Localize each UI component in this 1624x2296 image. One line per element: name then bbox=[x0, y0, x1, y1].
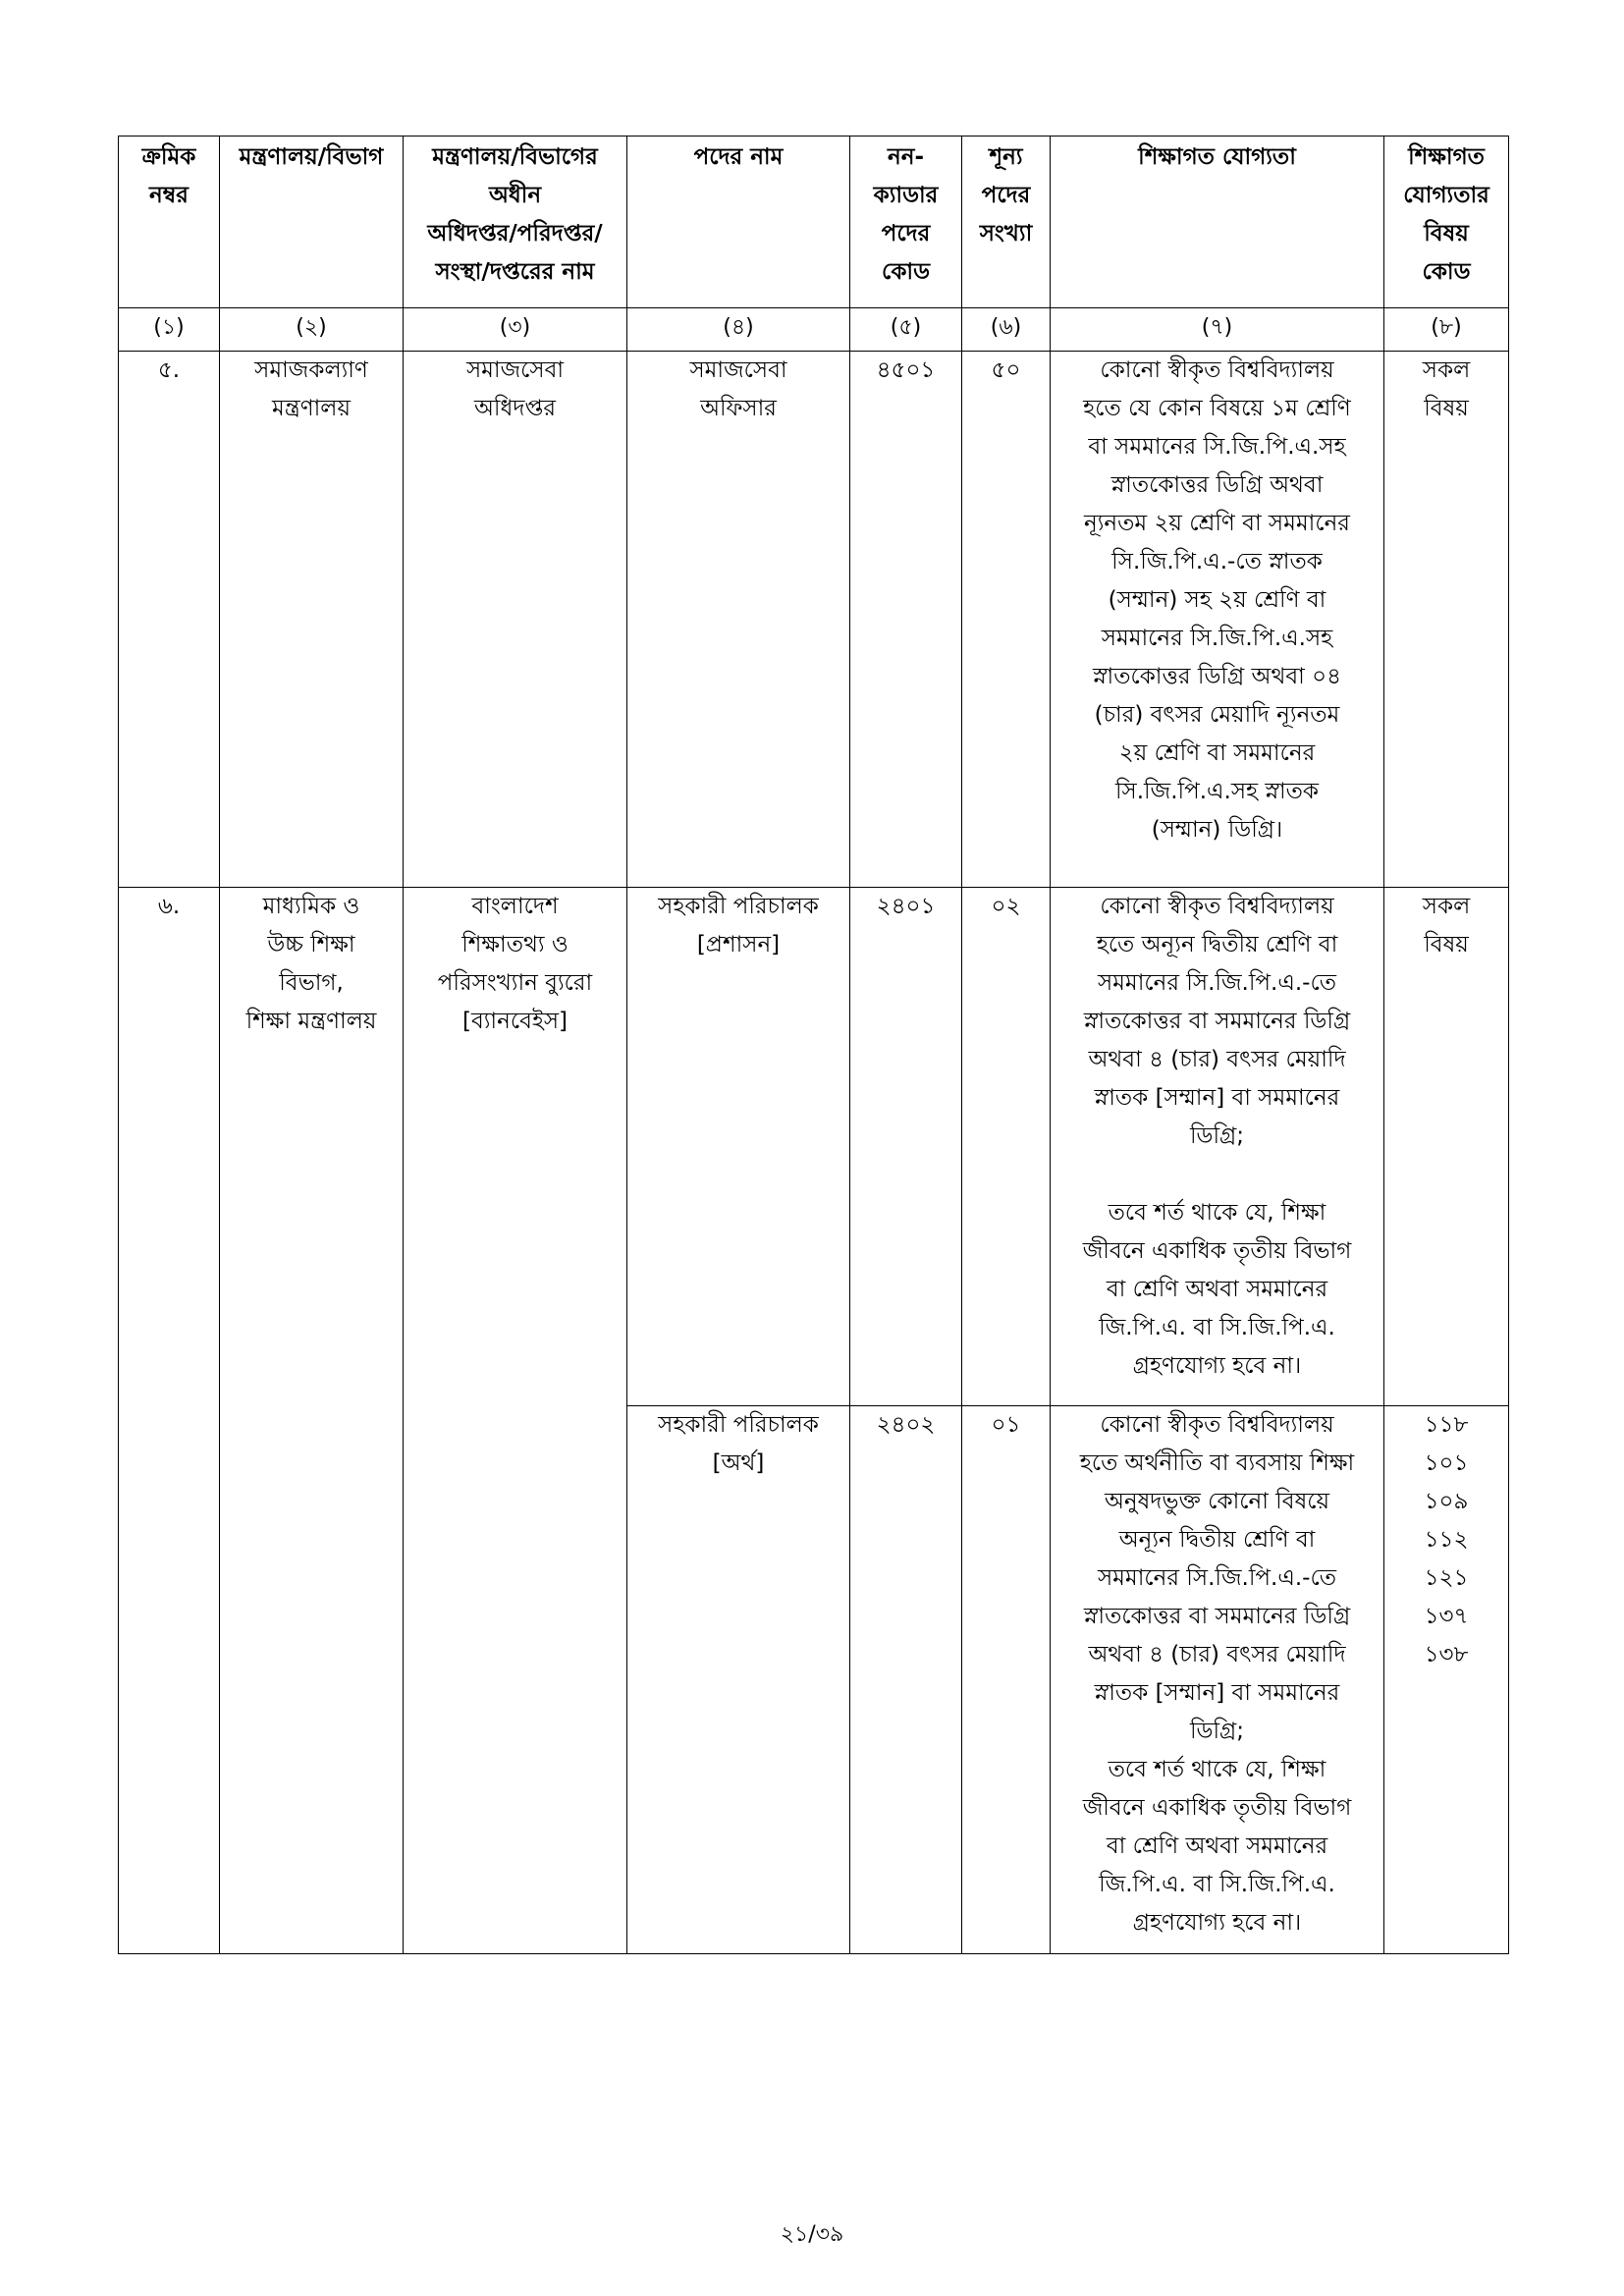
department-cell bbox=[404, 888, 627, 1954]
text-line: হতে অন্যূন দ্বিতীয় শ্রেণি বা bbox=[1096, 932, 1338, 957]
text-line: কোনো স্বীকৃত বিশ্ববিদ্যালয় bbox=[1100, 1412, 1334, 1438]
text-line: স্নাতকোত্তর বা সমমানের ডিগ্রি bbox=[1083, 1604, 1351, 1629]
text-line: কোড bbox=[1422, 259, 1471, 285]
column-number: (৫) bbox=[850, 308, 962, 352]
text-line: জি.পি.এ. বা সি.জি.পি.এ. bbox=[1099, 1315, 1335, 1340]
text-line: জীবনে একাধিক তৃতীয় বিভাগ bbox=[1082, 1795, 1352, 1821]
text-line: সংখ্যা bbox=[979, 221, 1033, 246]
text-line: সি.জি.পি.এ.সহ স্নাতক bbox=[1114, 779, 1320, 804]
text-line: ক্যাডার bbox=[873, 183, 939, 208]
text-line: (সম্মান) সহ ২য় শ্রেণি বা bbox=[1108, 587, 1326, 613]
header-post-code bbox=[850, 137, 962, 308]
text-line: বিষয় bbox=[1424, 221, 1469, 246]
column-number: (২) bbox=[220, 308, 404, 352]
text-line: বিভাগ, bbox=[279, 970, 344, 996]
text-line: সমমানের সি.জি.পি.এ.সহ bbox=[1101, 626, 1333, 651]
text-line: মন্ত্রণালয়/বিভাগের bbox=[432, 144, 598, 170]
text-line: তবে শর্ত থাকে যে, শিক্ষা bbox=[1108, 1200, 1326, 1226]
post-code-cell: ২৪০১ bbox=[850, 888, 962, 1406]
text-line: অধিদপ্তর bbox=[473, 396, 557, 421]
vacancies-cell: ০২ bbox=[962, 888, 1051, 1406]
ministry-cell bbox=[220, 352, 404, 888]
text-line: অফিসার bbox=[700, 396, 777, 421]
header-department bbox=[404, 137, 627, 308]
text-line: মন্ত্রণালয় bbox=[271, 396, 351, 421]
text-line: স্নাতক [সম্মান] বা সমমানের bbox=[1094, 1085, 1340, 1111]
text-line: ১০১ bbox=[1424, 1450, 1469, 1476]
text-line: ১২১ bbox=[1424, 1565, 1469, 1591]
text-line: নন- bbox=[887, 144, 924, 170]
text-line: অধিদপ্তর/পরিদপ্তর/ bbox=[427, 221, 603, 246]
text-line: অধীন bbox=[488, 183, 542, 208]
post-code-cell: ৪৫০১ bbox=[850, 352, 962, 888]
vacancies-cell: ০১ bbox=[962, 1406, 1051, 1954]
qualification-cell bbox=[1051, 1406, 1384, 1954]
table-row bbox=[119, 888, 1509, 1406]
text-line bbox=[1056, 1156, 1378, 1194]
text-line: অনুষদভুক্ত কোনো বিষয়ে bbox=[1104, 1489, 1330, 1514]
text-line: স্নাতকোত্তর ডিগ্রি অথবা bbox=[1110, 472, 1324, 498]
text-line: সি.জি.পি.এ.-তে স্নাতক bbox=[1111, 549, 1323, 574]
text-line: বাংলাদেশ bbox=[471, 894, 559, 919]
text-line: মাধ্যমিক ও bbox=[262, 894, 360, 919]
text-line: ১৩৮ bbox=[1424, 1642, 1469, 1667]
header-qualification bbox=[1051, 137, 1384, 308]
column-number: (৪) bbox=[627, 308, 850, 352]
text-line: ১১৮ bbox=[1424, 1412, 1469, 1438]
text-line: (সম্মান) ডিগ্রি। bbox=[1151, 817, 1283, 843]
header-vacancies bbox=[962, 137, 1051, 308]
ministry-cell bbox=[220, 888, 404, 1954]
header-subject-code bbox=[1384, 137, 1509, 308]
column-number: (৩) bbox=[404, 308, 627, 352]
text-line: পদের bbox=[981, 183, 1031, 208]
header-post-name bbox=[627, 137, 850, 308]
text-line: মন্ত্রণালয়/বিভাগ bbox=[239, 144, 384, 170]
vacancies-cell: ৫০ bbox=[962, 352, 1051, 888]
text-line: শিক্ষাগত bbox=[1408, 144, 1485, 170]
text-line: [ব্যানবেইস] bbox=[461, 1009, 568, 1034]
text-line: বিষয় bbox=[1424, 932, 1469, 957]
qualification-cell bbox=[1051, 352, 1384, 888]
text-line: জীবনে একাধিক তৃতীয় বিভাগ bbox=[1082, 1238, 1352, 1264]
text-line: হতে যে কোন বিষয়ে ১ম শ্রেণি bbox=[1083, 396, 1351, 421]
recruitment-table bbox=[118, 136, 1509, 1954]
serial-cell: ৬. bbox=[119, 888, 220, 1954]
text-line: কোড bbox=[881, 259, 931, 285]
table-row bbox=[119, 352, 1509, 888]
text-line: ২য় শ্রেণি বা সমমানের bbox=[1118, 740, 1316, 766]
text-line: ১১২ bbox=[1424, 1527, 1469, 1553]
text-line: [অর্থ] bbox=[712, 1450, 765, 1476]
text-line: অথবা ৪ (চার) বৎসর মেয়াদি bbox=[1088, 1047, 1346, 1072]
page-number: ২১/৩৯ bbox=[780, 2222, 844, 2247]
text-line: সমাজসেবা bbox=[465, 357, 565, 383]
post-name-cell bbox=[627, 352, 850, 888]
text-line: বা শ্রেণি অথবা সমমানের bbox=[1106, 1833, 1328, 1859]
text-line: পদের bbox=[881, 221, 931, 246]
text-line: সমাজসেবা bbox=[689, 357, 787, 383]
subject-code-cell bbox=[1384, 352, 1509, 888]
text-line: ১০৯ bbox=[1424, 1489, 1469, 1514]
text-line: কোনো স্বীকৃত বিশ্ববিদ্যালয় bbox=[1100, 894, 1334, 919]
column-number: (৬) bbox=[962, 308, 1051, 352]
text-line: অথবা ৪ (চার) বৎসর মেয়াদি bbox=[1088, 1642, 1346, 1667]
text-line: জি.পি.এ. বা সি.জি.পি.এ. bbox=[1099, 1872, 1335, 1897]
header-ministry bbox=[220, 137, 404, 308]
text-line: পরিসংখ্যান ব্যুরো bbox=[437, 970, 593, 996]
subject-code-cell bbox=[1384, 1406, 1509, 1954]
text-line: গ্রহণযোগ্য হবে না। bbox=[1132, 1353, 1302, 1379]
serial-cell: ৫. bbox=[119, 352, 220, 888]
qualification-cell bbox=[1051, 888, 1384, 1406]
post-code-cell: ২৪০২ bbox=[850, 1406, 962, 1954]
department-cell bbox=[404, 352, 627, 888]
text-line: তবে শর্ত থাকে যে, শিক্ষা bbox=[1108, 1757, 1326, 1782]
text-line: ডিগ্রি; bbox=[1189, 1719, 1245, 1744]
text-line: শিক্ষাতথ্য ও bbox=[461, 932, 568, 957]
post-name-cell bbox=[627, 1406, 850, 1954]
column-number: (১) bbox=[119, 308, 220, 352]
text-line: ডিগ্রি; bbox=[1189, 1123, 1245, 1149]
text-line: শিক্ষা মন্ত্রণালয় bbox=[245, 1009, 377, 1034]
subject-code-cell bbox=[1384, 888, 1509, 1406]
text-line: সকল bbox=[1422, 894, 1471, 919]
text-line: কোনো স্বীকৃত বিশ্ববিদ্যালয় bbox=[1100, 357, 1334, 383]
text-line: স্নাতক [সম্মান] বা সমমানের bbox=[1094, 1680, 1340, 1706]
text-line: (চার) বৎসর মেয়াদি ন্যূনতম bbox=[1094, 702, 1340, 728]
text-line: নম্বর bbox=[149, 183, 189, 208]
text-line: শূন্য bbox=[989, 144, 1023, 170]
text-line: পদের নাম bbox=[693, 144, 784, 170]
text-line: গ্রহণযোগ্য হবে না। bbox=[1132, 1910, 1302, 1936]
header-row bbox=[119, 137, 1509, 308]
text-line: স্নাতকোত্তর বা সমমানের ডিগ্রি bbox=[1083, 1009, 1351, 1034]
column-number-row bbox=[119, 308, 1509, 352]
text-line: সহকারী পরিচালক bbox=[658, 894, 819, 919]
text-line: স্নাতকোত্তর ডিগ্রি অথবা ০৪ bbox=[1092, 664, 1341, 689]
text-line: সকল bbox=[1422, 357, 1471, 383]
text-line: যোগ্যতার bbox=[1403, 183, 1489, 208]
column-number: (৭) bbox=[1051, 308, 1384, 352]
text-line: ক্রমিক bbox=[141, 144, 196, 170]
text-line: [প্রশাসন] bbox=[696, 932, 781, 957]
text-line: ১৩৭ bbox=[1424, 1604, 1469, 1629]
text-line: সমাজকল্যাণ bbox=[254, 357, 368, 383]
header-serial bbox=[119, 137, 220, 308]
text-line: অন্যূন দ্বিতীয় শ্রেণি বা bbox=[1118, 1527, 1316, 1553]
column-number: (৮) bbox=[1384, 308, 1509, 352]
text-line: বা সমমানের সি.জি.পি.এ.সহ bbox=[1088, 434, 1346, 460]
text-line: ন্যূনতম ২য় শ্রেণি বা সমমানের bbox=[1084, 511, 1350, 536]
text-line: হতে অর্থনীতি বা ব্যবসায় শিক্ষা bbox=[1079, 1450, 1355, 1476]
text-line: বা শ্রেণি অথবা সমমানের bbox=[1106, 1277, 1328, 1302]
text-line: সমমানের সি.জি.পি.এ.-তে bbox=[1097, 970, 1337, 996]
text-line: সংস্থা/দপ্তরের নাম bbox=[435, 259, 595, 285]
text-line: বিষয় bbox=[1424, 396, 1469, 421]
text-line: উচ্চ শিক্ষা bbox=[267, 932, 355, 957]
text-line: শিক্ষাগত যোগ্যতা bbox=[1138, 144, 1296, 170]
text-line: সমমানের সি.জি.পি.এ.-তে bbox=[1097, 1565, 1337, 1591]
post-name-cell bbox=[627, 888, 850, 1406]
text-line: সহকারী পরিচালক bbox=[658, 1412, 819, 1438]
